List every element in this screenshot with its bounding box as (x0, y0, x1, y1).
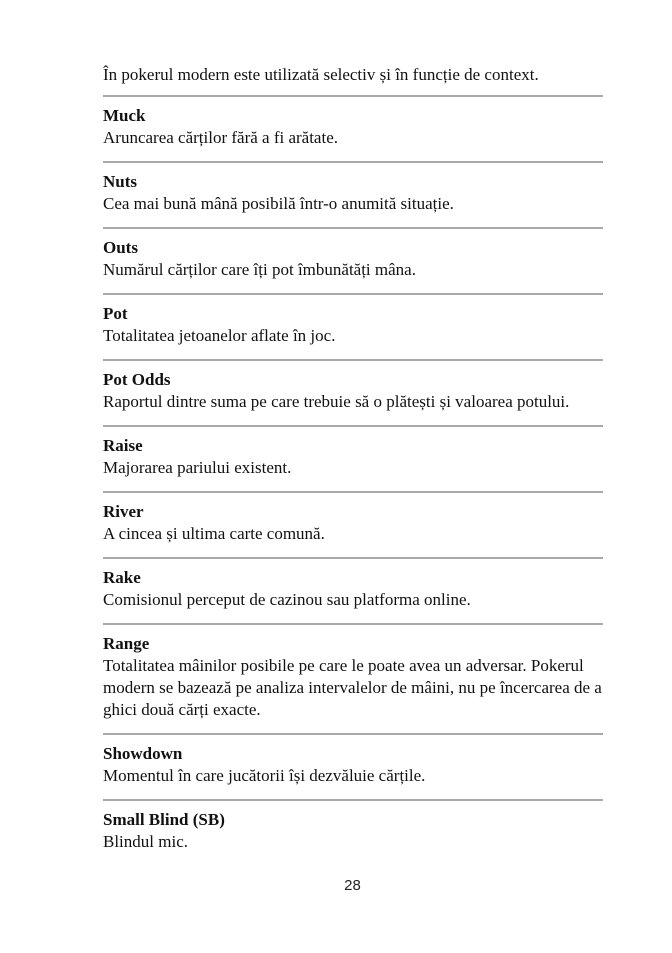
glossary-term: River (103, 502, 144, 521)
glossary-definition: Totalitatea mâinilor posibile pe care le poate avea un adversar. Pokerul modern se bazează pe analiza intervalelor de mâini, nu pe încercarea de a ghici două cărți exacte. (103, 656, 602, 719)
glossary-entry-rake (103, 557, 603, 623)
glossary-term: Pot Odds (103, 370, 171, 389)
glossary-entry-river (103, 491, 603, 557)
glossary-definition: Majorarea pariului existent. (103, 458, 292, 477)
glossary-term: Raise (103, 436, 143, 455)
glossary-term: Small Blind (SB) (103, 810, 225, 829)
glossary-term: Nuts (103, 172, 138, 191)
glossary-entry-outs (103, 227, 603, 293)
glossary-term: Showdown (103, 744, 183, 763)
glossary-entry-small-blind (103, 799, 603, 865)
page-number: 28 (344, 877, 361, 894)
glossary-definition: Blindul mic. (103, 832, 188, 851)
glossary-definition: Cea mai bună mână posibilă într-o anumită situație. (103, 194, 454, 213)
glossary-page (103, 64, 603, 865)
glossary-definition: A cincea și ultima carte comună. (103, 524, 325, 543)
glossary-definition: Comisionul perceput de cazinou sau platforma online. (103, 590, 471, 609)
glossary-entry-nuts (103, 161, 603, 227)
glossary-term: Muck (103, 106, 146, 125)
glossary-definition: Raportul dintre suma pe care trebuie să o plătești și valoarea potului. (103, 392, 570, 411)
glossary-term: Range (103, 634, 150, 653)
glossary-entry-raise (103, 425, 603, 491)
glossary-definition: Numărul cărților care îți pot îmbunătăți mâna. (103, 260, 416, 279)
glossary-entry-muck (103, 95, 603, 161)
glossary-entry-pot (103, 293, 603, 359)
glossary-definition: Aruncarea cărților fără a fi arătate. (103, 128, 338, 147)
glossary-entry-showdown (103, 733, 603, 799)
glossary-term: Rake (103, 568, 141, 587)
glossary-entry-range (103, 623, 603, 733)
glossary-term: Pot (103, 304, 128, 323)
glossary-entry-pot-odds (103, 359, 603, 425)
glossary-definition: Totalitatea jetoanelor aflate în joc. (103, 326, 336, 345)
glossary-term: Outs (103, 238, 138, 257)
intro-text: În pokerul modern este utilizată selectiv și în funcție de context. (103, 65, 539, 84)
glossary-definition: Momentul în care jucătorii își dezvăluie cărțile. (103, 766, 426, 785)
